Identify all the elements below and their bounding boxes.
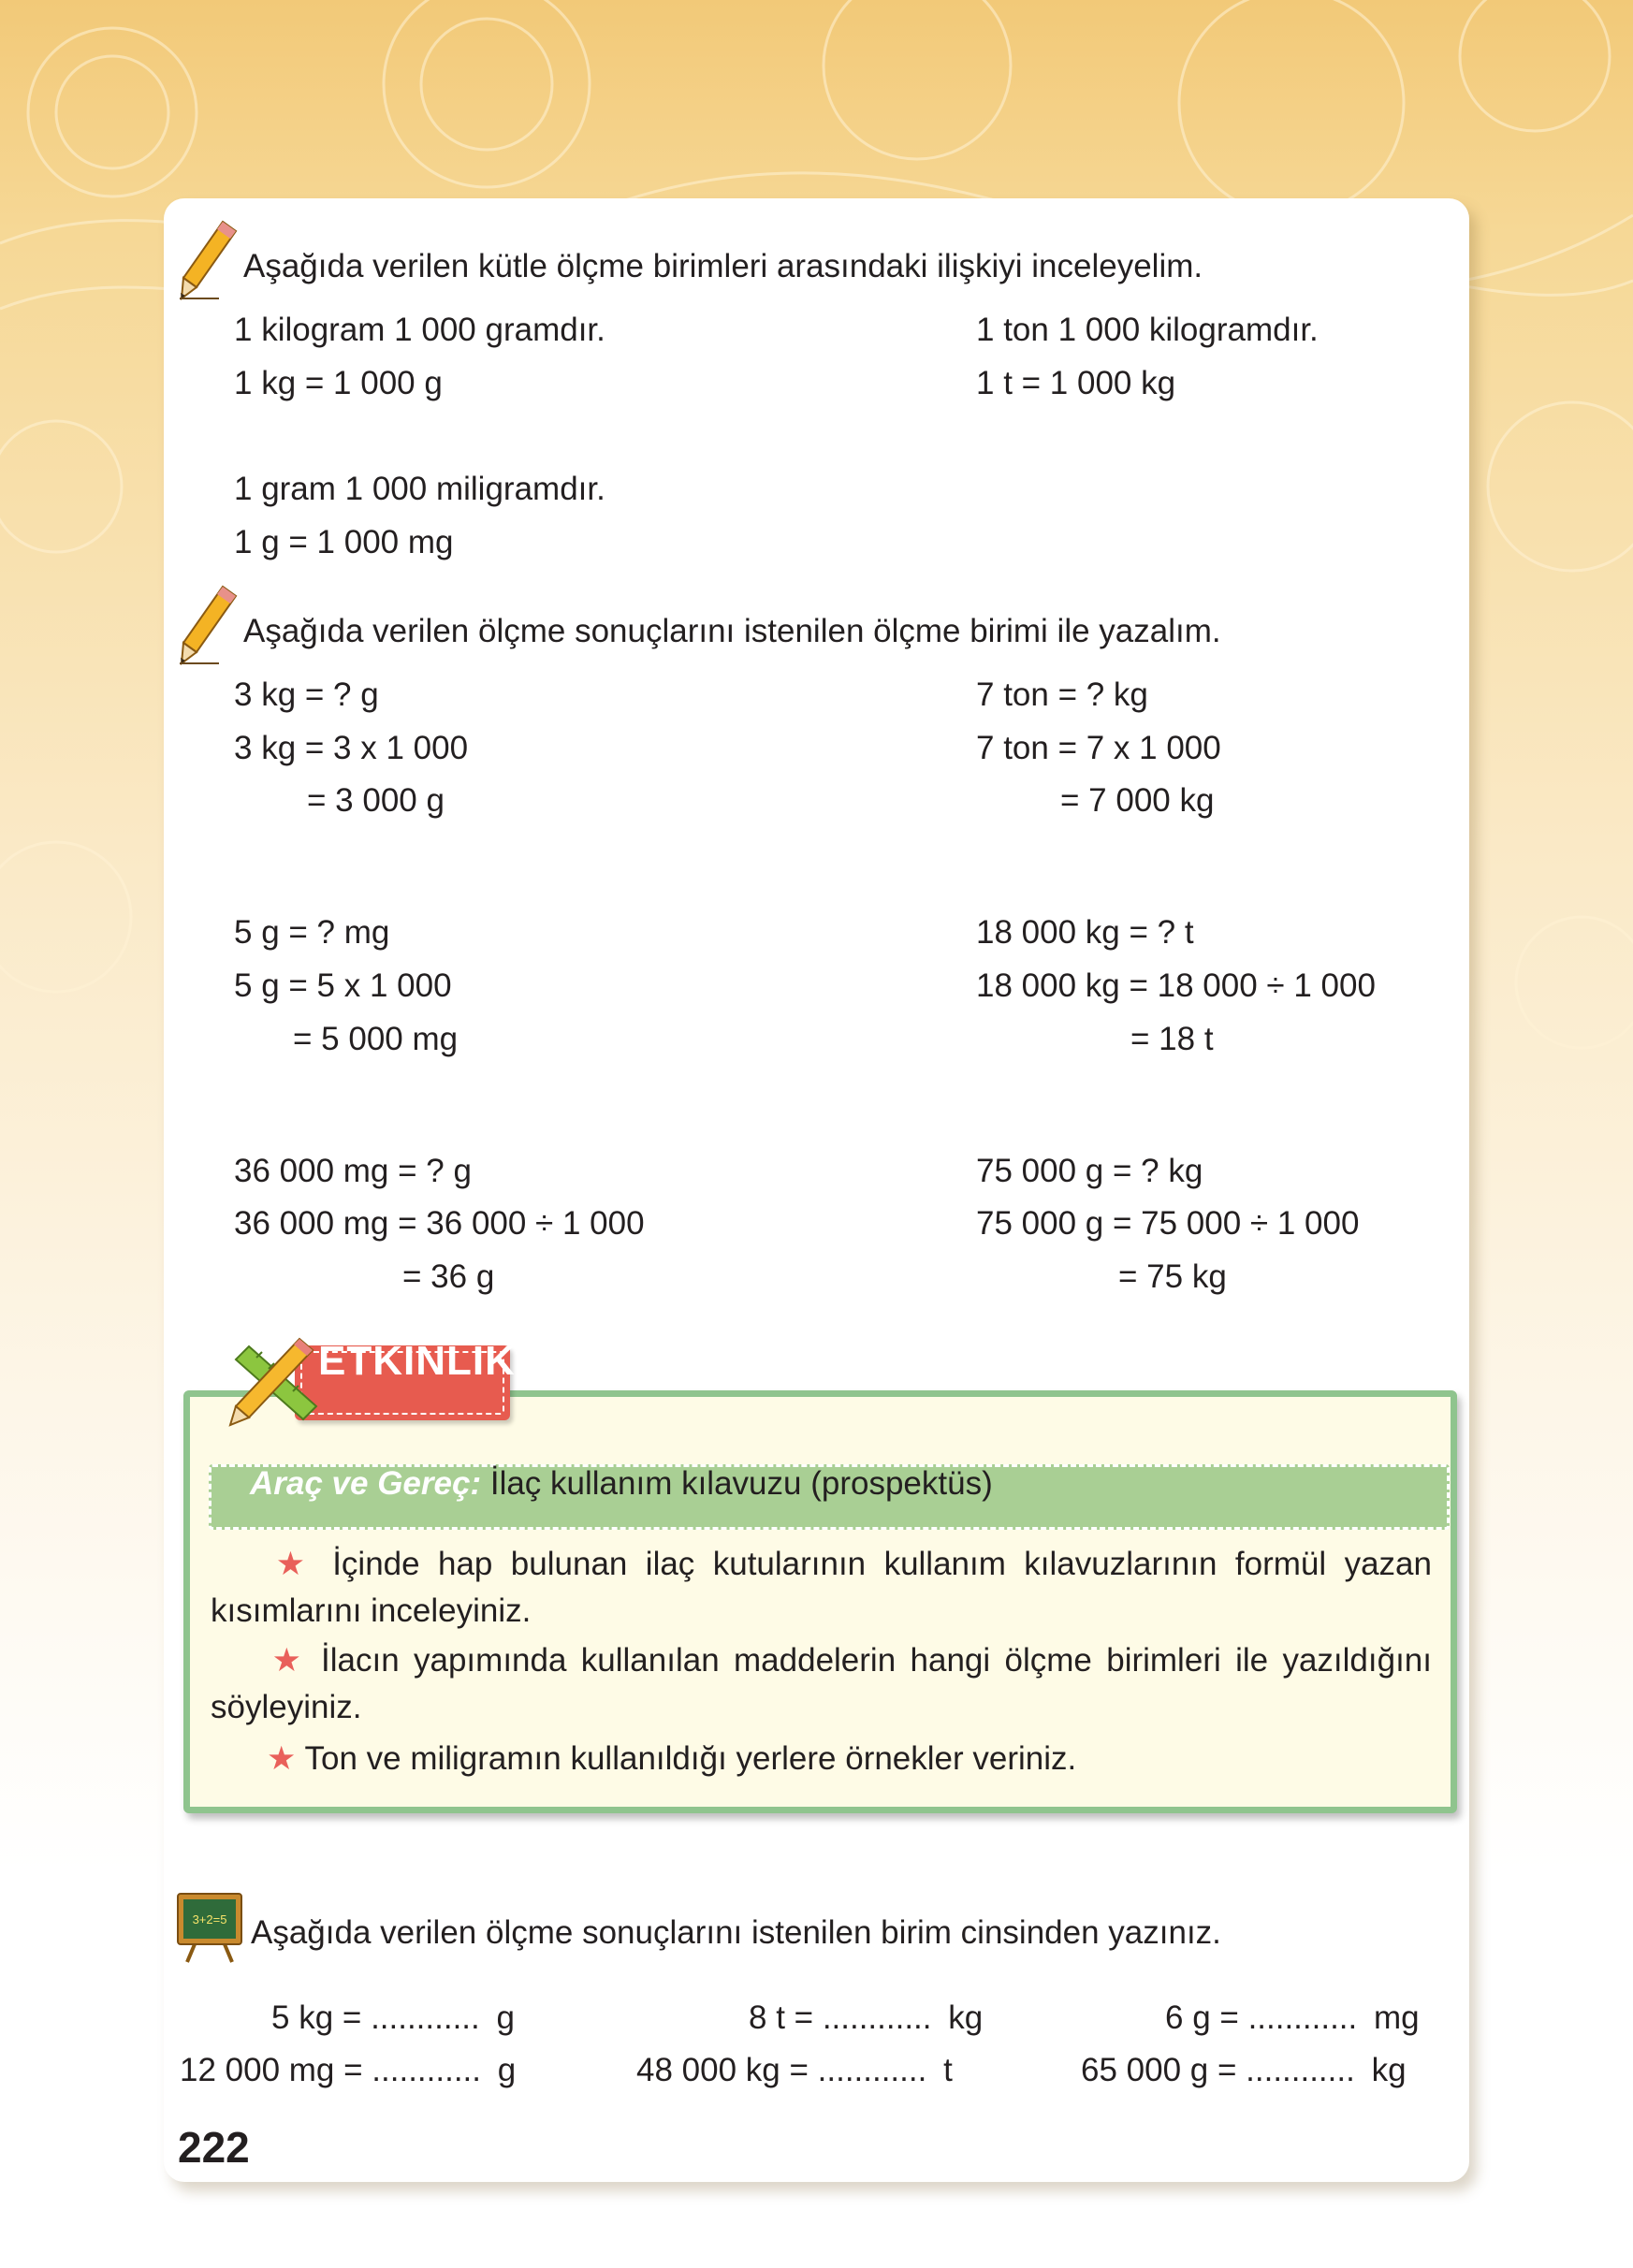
exercise-item: 6 g = ............ mg: [1165, 1999, 1420, 2036]
pencil-icon: [178, 585, 238, 665]
example-question: 75 000 g = ? kg: [976, 1153, 1203, 1189]
chalkboard-icon: [176, 1892, 243, 1963]
example-result: = 5 000 mg: [293, 1021, 459, 1057]
example-question: 5 g = ? mg: [234, 914, 390, 951]
example-question: 18 000 kg = ? t: [976, 914, 1194, 951]
answer-blank[interactable]: ............: [371, 1999, 480, 2036]
example-question: 36 000 mg = ? g: [234, 1153, 472, 1189]
tools-label: Araç ve Gereç:: [250, 1465, 482, 1502]
pencil-icon: [178, 220, 238, 300]
tools-line: [250, 1465, 993, 1503]
star-icon: ★: [267, 1740, 297, 1777]
example-result: = 7 000 kg: [1060, 782, 1215, 819]
section1-heading: Aşağıda verilen kütle ölçme birimleri arasındaki ilişkiyi inceleyelim.: [243, 248, 1203, 284]
example-result: = 3 000 g: [307, 782, 445, 819]
chalkboard-text: 3+2=5: [192, 1912, 227, 1926]
exercise-item: 8 t = ............ kg: [749, 1999, 984, 2036]
g-definition: 1 gram 1 000 miligramdır.: [234, 471, 605, 507]
example-result: = 75 kg: [1118, 1258, 1227, 1295]
activity-item: [211, 1541, 1432, 1635]
kg-definition: 1 kilogram 1 000 gramdır.: [234, 312, 605, 348]
ruler-pencil-icon: [217, 1333, 325, 1427]
activity-title: ETKİNLİK: [318, 1338, 516, 1384]
answer-blank[interactable]: ............: [822, 1999, 932, 2036]
page-number: 222: [178, 2123, 250, 2172]
example-step: 36 000 mg = 36 000 ÷ 1 000: [234, 1205, 645, 1242]
example-question: 7 ton = ? kg: [976, 676, 1148, 713]
activity-item-text: Ton ve miligramın kullanıldığı yerlere örnekler veriniz.: [304, 1740, 1077, 1777]
activity-item-text: İlacın yapımında kullanılan maddelerin hangi ölçme birimleri ile yazıldığını söyleyiniz.: [211, 1642, 1432, 1725]
example-step: 18 000 kg = 18 000 ÷ 1 000: [976, 967, 1376, 1004]
answer-blank[interactable]: ............: [372, 2052, 481, 2088]
answer-blank[interactable]: ............: [1247, 1999, 1358, 2036]
g-equation: 1 g = 1 000 mg: [234, 524, 454, 560]
section2-heading: Aşağıda verilen ölçme sonuçlarını istenilen ölçme birimi ile yazalım.: [243, 613, 1221, 649]
exercise-item: 12 000 mg = ............ g: [180, 2052, 517, 2088]
example-step: 5 g = 5 x 1 000: [234, 967, 452, 1004]
kg-equation: 1 kg = 1 000 g: [234, 365, 443, 401]
example-step: 7 ton = 7 x 1 000: [976, 730, 1221, 766]
answer-blank[interactable]: ............: [817, 2052, 927, 2088]
exercise-item: 65 000 g = ............ kg: [1081, 2052, 1407, 2088]
star-icon: ★: [267, 1642, 307, 1679]
activity-item: [211, 1736, 1432, 1782]
exercise-item: 5 kg = ............ g: [271, 1999, 515, 2036]
exercise-heading: Aşağıda verilen ölçme sonuçlarını istenilen birim cinsinden yazınız.: [251, 1914, 1221, 1951]
example-result: = 18 t: [1130, 1021, 1214, 1057]
ton-definition: 1 ton 1 000 kilogramdır.: [976, 312, 1319, 348]
activity-item: [211, 1637, 1432, 1731]
activity-item-text: İçinde hap bulunan ilaç kutularının kullanım kılavuzlarının formül yazan kısımlarını inceleyiniz.: [211, 1546, 1432, 1629]
example-step: 3 kg = 3 x 1 000: [234, 730, 469, 766]
exercise-item: 48 000 kg = ............ t: [636, 2052, 953, 2088]
example-step: 75 000 g = 75 000 ÷ 1 000: [976, 1205, 1360, 1242]
ton-equation: 1 t = 1 000 kg: [976, 365, 1176, 401]
answer-blank[interactable]: ............: [1246, 2052, 1355, 2088]
example-question: 3 kg = ? g: [234, 676, 379, 713]
star-icon: ★: [267, 1546, 314, 1582]
example-result: = 36 g: [402, 1258, 495, 1295]
tools-value: İlaç kullanım kılavuzu (prospektüs): [489, 1465, 993, 1502]
